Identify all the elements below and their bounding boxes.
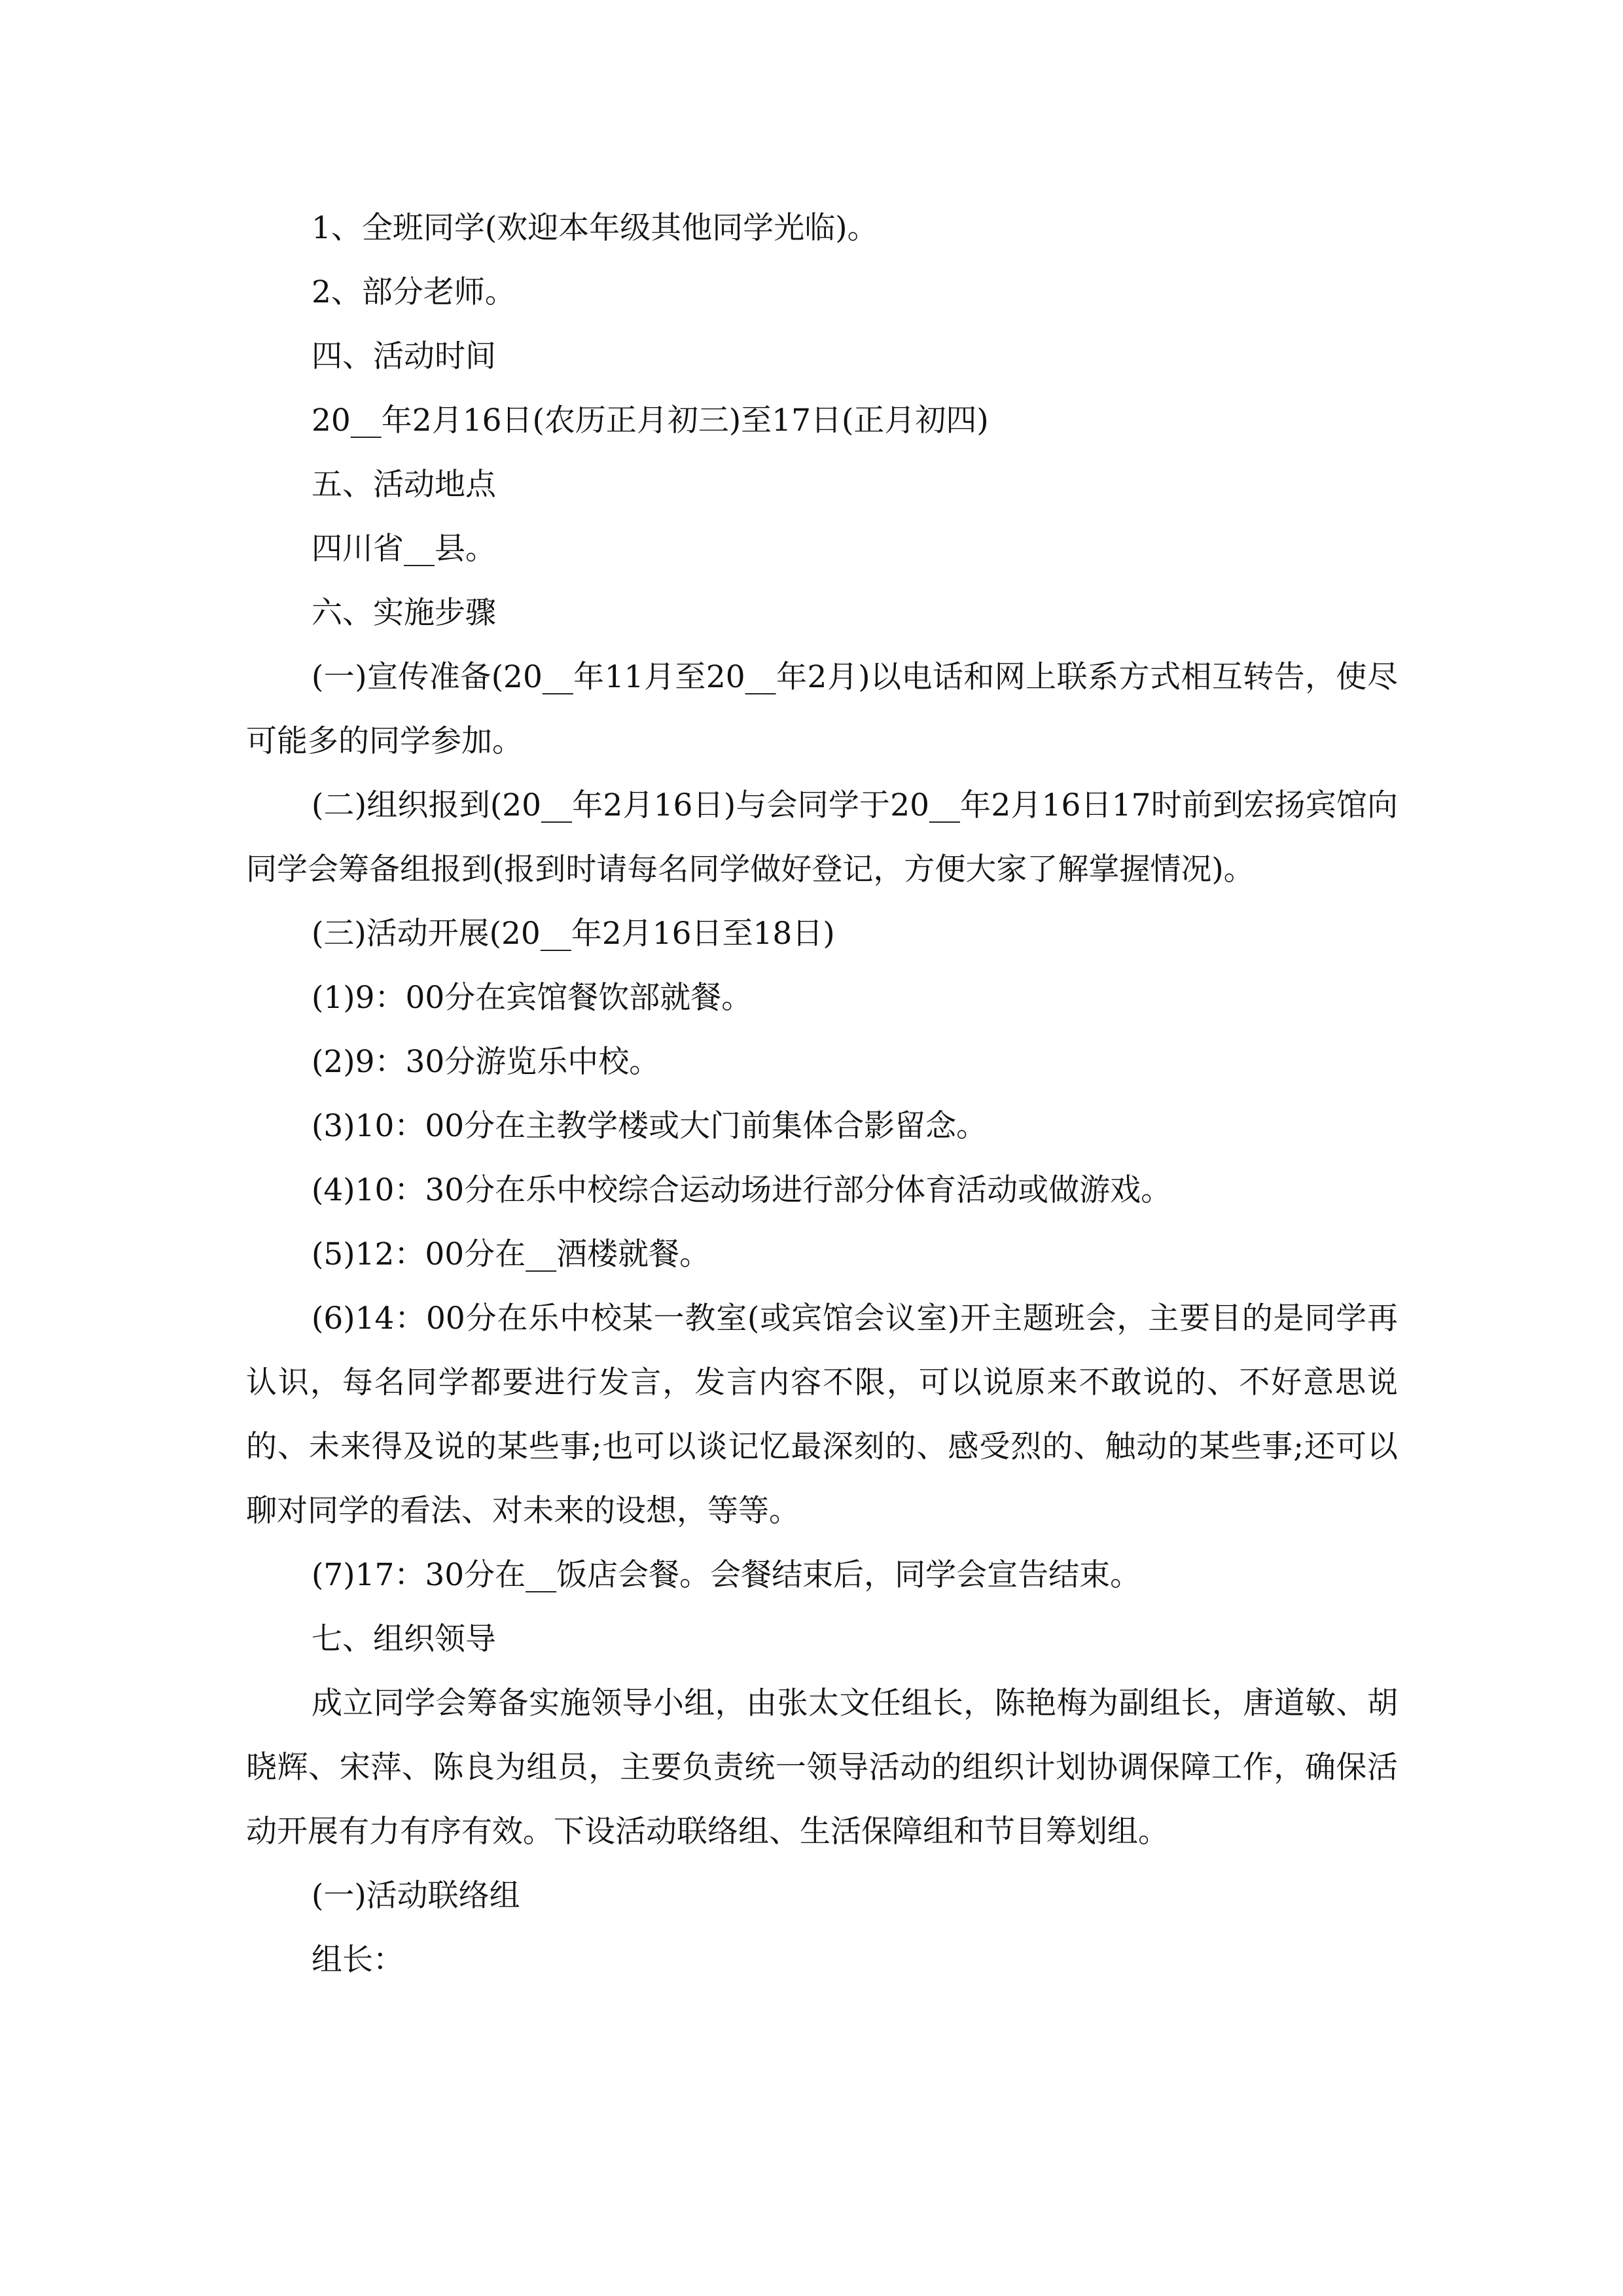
schedule-item-2: (2)9：30分游览乐中校。 bbox=[312, 1044, 660, 1080]
liaison-leader-label: 组长： bbox=[312, 1942, 404, 1978]
step-activities: (三)活动开展(20__年2月16日至18日) bbox=[312, 916, 835, 952]
schedule-item-4: (4)10：30分在乐中校综合运动场进行部分体育活动或做游戏。 bbox=[312, 1172, 1172, 1208]
section-heading-leadership: 七、组织领导 bbox=[312, 1621, 496, 1657]
schedule-item-6: (6)14：00分在乐中校某一教室(或宾馆会议室)开主题班会，主要目的是同学再认识，每名同学都要进行发言，发言内容不限，可以说原来不敢说的、不好意思说的、未来得及说的某些事;也可以谈记忆最深刻的、感受烈的、触动的某些事;还可以聊对同学的看法、对未来的设想，等等。 bbox=[246, 1300, 1398, 1529]
step-publicity: (一)宣传准备(20__年11月至20__年2月)以电话和网上联系方式相互转告，使尽可能多的同学参加。 bbox=[246, 659, 1398, 759]
subsection-heading-liaison: (一)活动联络组 bbox=[312, 1878, 520, 1914]
schedule-item-1: (1)9：00分在宾馆餐饮部就餐。 bbox=[312, 980, 753, 1016]
section-heading-steps: 六、实施步骤 bbox=[312, 595, 496, 631]
list-item-attendees-classmates: 1、全班同学(欢迎本年级其他同学光临)。 bbox=[312, 210, 878, 246]
step-registration: (二)组织报到(20__年2月16日)与会同学于20__年2月16日17时前到宏扬宾馆向同学会筹备组报到(报到时请每名同学做好登记，方便大家了解掌握情况)。 bbox=[246, 787, 1398, 888]
section-heading-time: 四、活动时间 bbox=[312, 338, 496, 374]
leadership-description: 成立同学会筹备实施领导小组，由张太文任组长，陈艳梅为副组长，唐道敏、胡晓辉、宋萍、陈良为组员，主要负责统一领导活动的组织计划协调保障工作，确保活动开展有力有序有效。下设活动联络组、生活保障组和节目筹划组。 bbox=[246, 1685, 1398, 1850]
list-item-attendees-teachers: 2、部分老师。 bbox=[312, 274, 516, 310]
schedule-item-5: (5)12：00分在__酒楼就餐。 bbox=[312, 1236, 711, 1272]
activity-location-text: 四川省__县。 bbox=[312, 531, 496, 567]
activity-time-text: 20__年2月16日(农历正月初三)至17日(正月初四) bbox=[312, 403, 989, 439]
schedule-item-7: (7)17：30分在__饭店会餐。会餐结束后，同学会宣告结束。 bbox=[312, 1557, 1141, 1593]
document-body bbox=[246, 196, 1398, 1992]
schedule-item-3: (3)10：00分在主教学楼或大门前集体合影留念。 bbox=[312, 1108, 988, 1144]
section-heading-location: 五、活动地点 bbox=[312, 467, 496, 503]
